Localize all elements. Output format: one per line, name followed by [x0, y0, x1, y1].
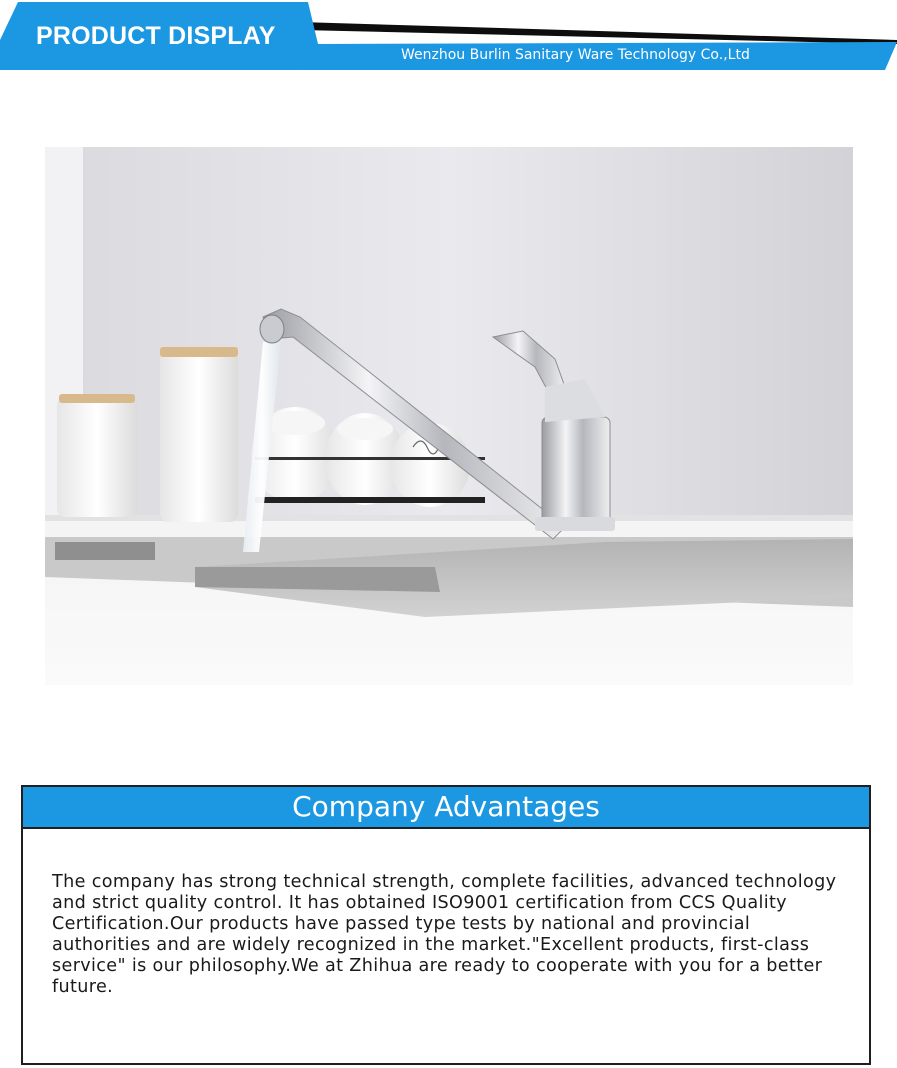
advantages-title: Company Advantages — [292, 790, 600, 823]
advantages-body: The company has strong technical strength, complete facilities, advanced technology and strict quality control. It has obtained ISO9001 certification from CCS Quality Certification.Our products have passed type tests by national and provincial authorities and are widely recognized in the market."Excellent products, first-class service" is our philosophy.We at Zhihua are ready to cooperate with you for a better future. — [52, 872, 837, 997]
company-name: Wenzhou Burlin Sanitary Ware Technology Co.,Ltd — [401, 47, 750, 63]
kitchen-faucet-photo — [45, 147, 853, 685]
advantages-header — [23, 787, 869, 829]
company-advantages-box — [21, 785, 871, 1065]
product-photo — [45, 147, 853, 685]
page-title: PRODUCT DISPLAY — [36, 22, 276, 50]
header-banner — [0, 0, 897, 72]
